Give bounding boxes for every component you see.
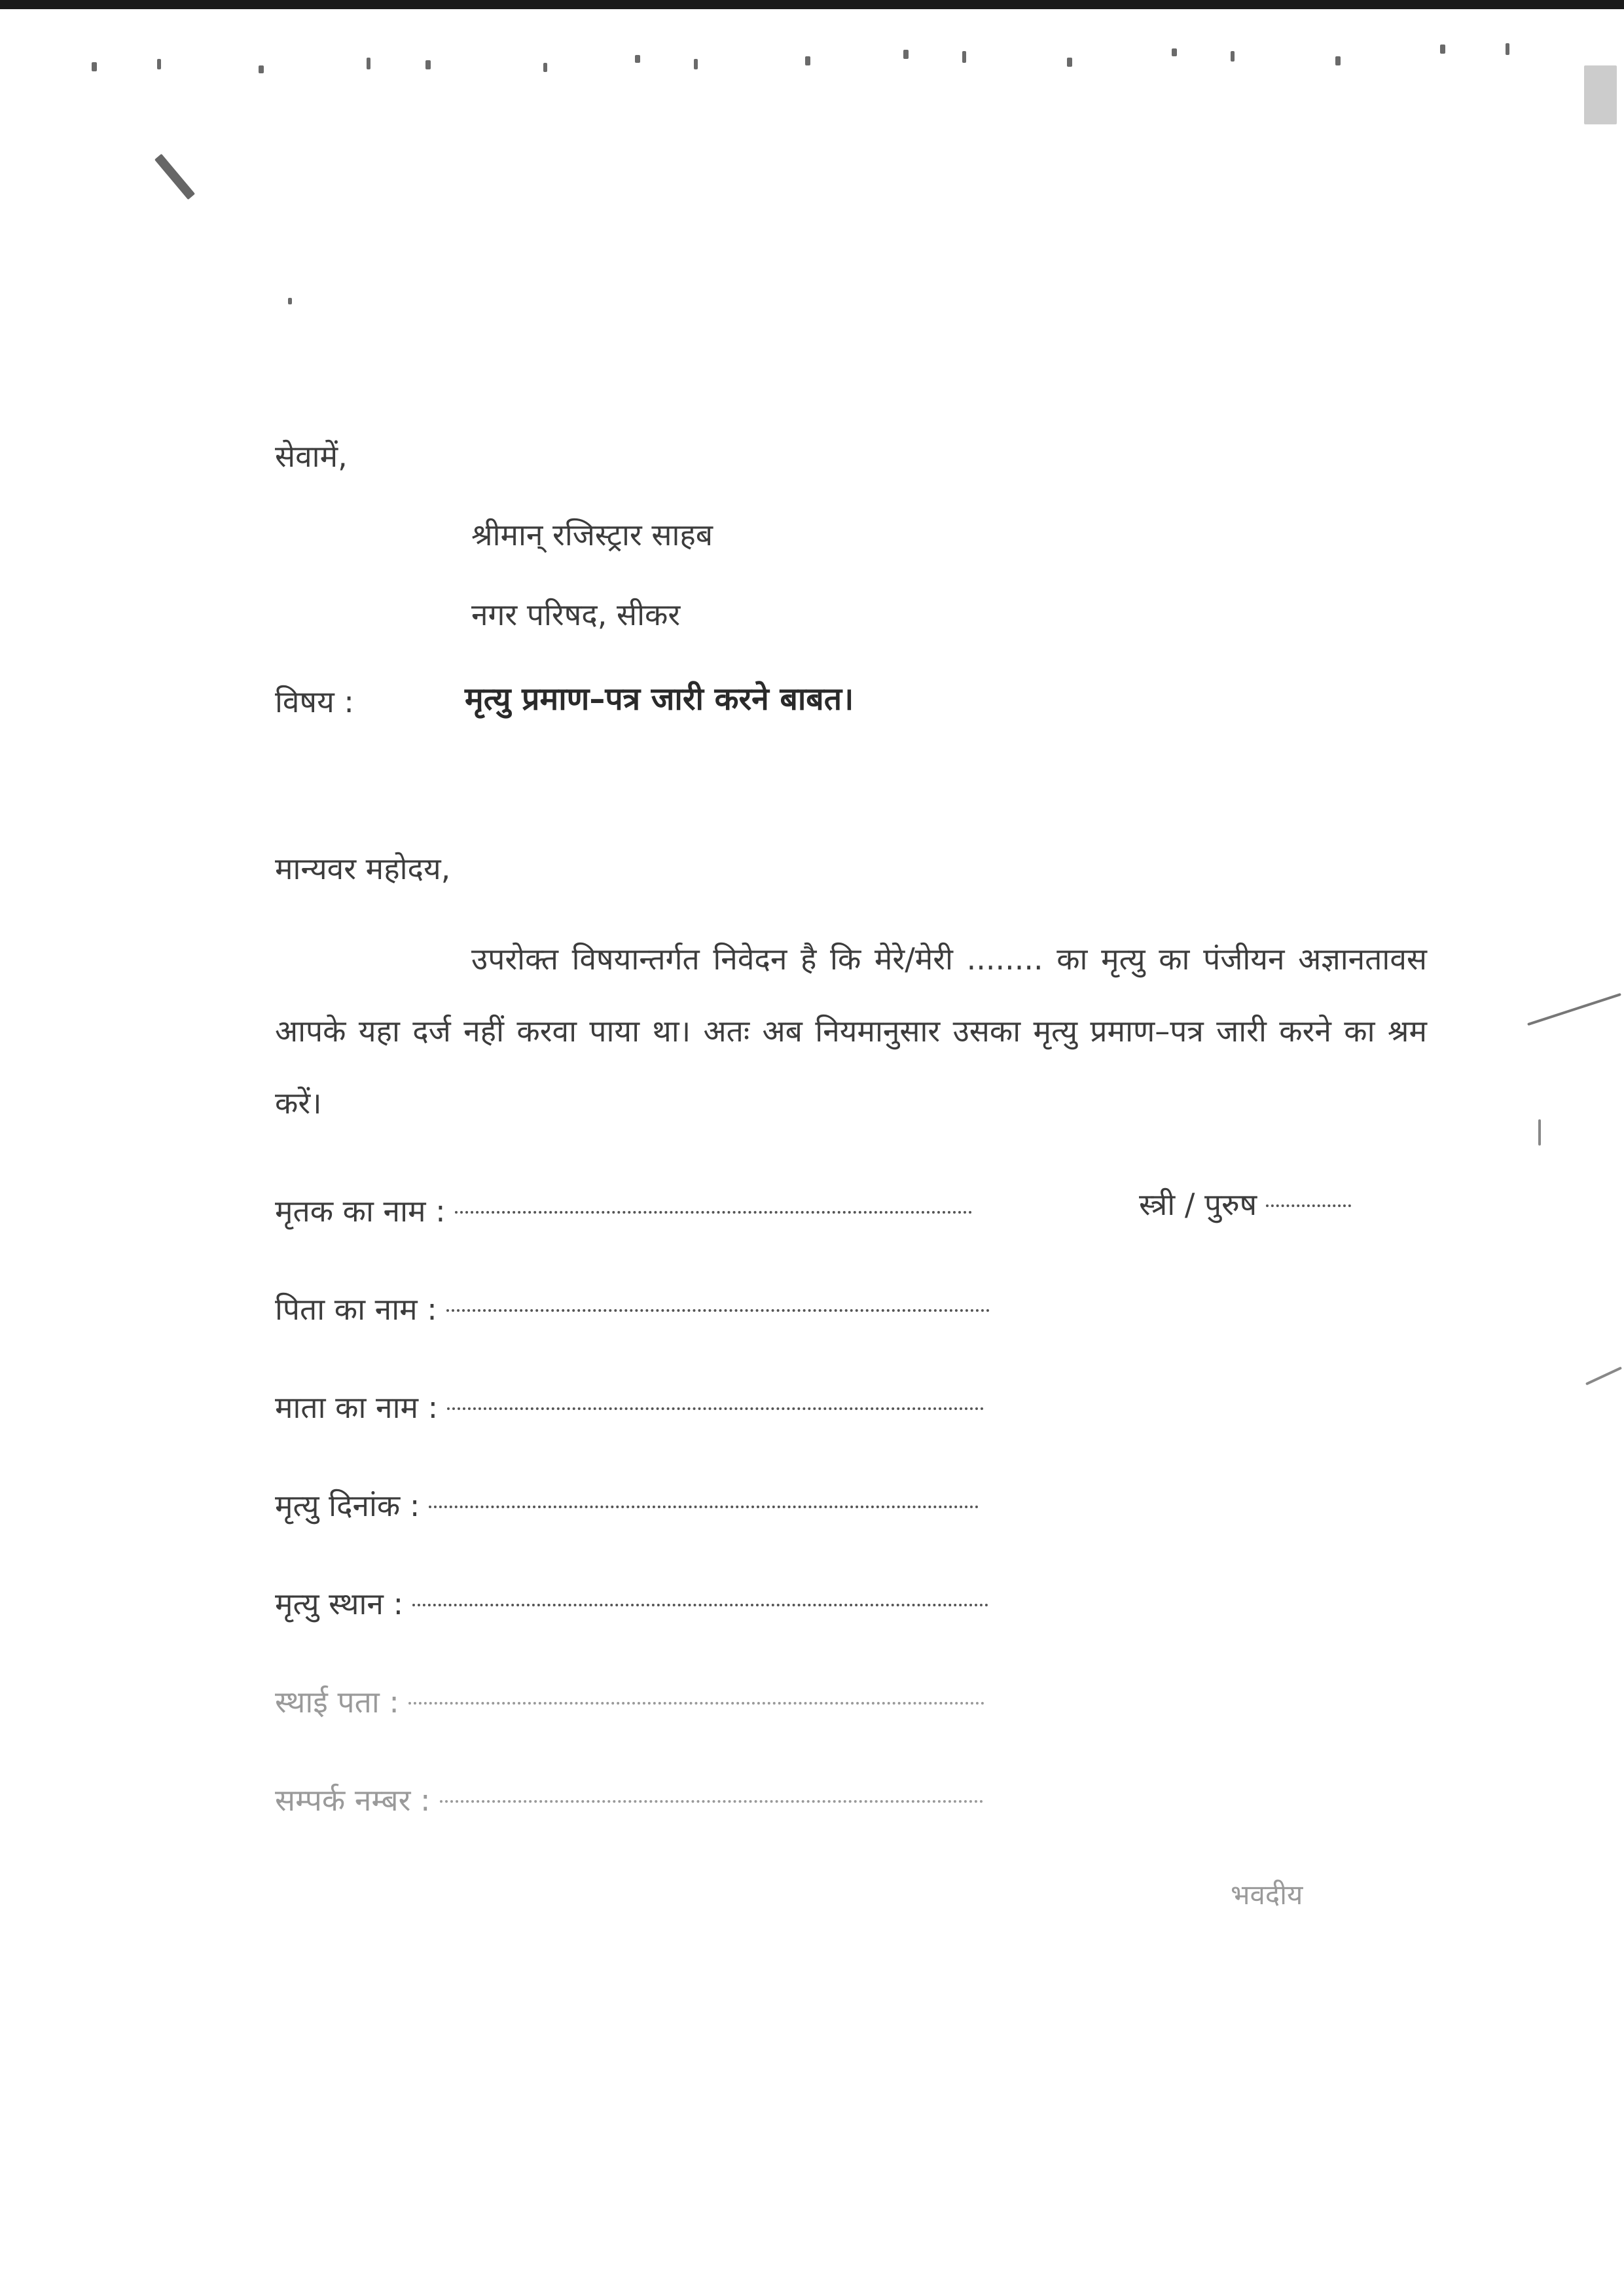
field-deceased-name (275, 1185, 972, 1231)
scan-mark (154, 154, 195, 200)
addressee-line-1: श्रीमान् रजिस्ट्रार साहब (471, 517, 713, 552)
scan-speck (635, 55, 640, 63)
sign-off: भवदीय (1231, 1879, 1303, 1911)
permanent-address-label: स्थाई पता : (275, 1684, 399, 1720)
scan-speck (1538, 1119, 1541, 1146)
contact-number-label: सम्पर्क नम्बर : (275, 1782, 431, 1818)
death-place-label: मृत्यु स्थान : (275, 1586, 404, 1621)
scan-speck (903, 50, 909, 59)
scan-speck (1231, 51, 1235, 62)
father-name-label: पिता का नाम : (275, 1292, 437, 1327)
field-permanent-address (275, 1676, 984, 1722)
scan-speck (157, 59, 161, 69)
gender-label: स्त्री / पुरुष (1139, 1187, 1257, 1222)
scan-speck (543, 63, 547, 72)
scan-speck (962, 51, 966, 63)
field-death-place (275, 1578, 988, 1623)
field-father-name (275, 1283, 990, 1329)
scan-mark (1527, 993, 1621, 1026)
scan-speck (92, 62, 97, 71)
field-mother-name (275, 1381, 984, 1427)
deceased-name-label: मृतक का नाम : (275, 1193, 446, 1229)
letter-body: उपरोक्त विषयान्तर्गत निवेदन है कि मेरे/मेरी ........ का मृत्यु का पंजीयन अज्ञानतावस आपके यहा दर्ज नहीं करवा पाया था। अतः अब नियमानुसार उसका मृत्यु प्रमाण–पत्र जारी करने का श्रम करें। (275, 941, 1427, 1121)
subject-text: मृत्यु प्रमाण–पत्र जारी करने बाबत। (465, 681, 854, 717)
deceased-name-line[interactable] (455, 1199, 972, 1214)
death-date-label: मृत्यु दिनांक : (275, 1488, 420, 1523)
scan-speck (259, 65, 264, 73)
mother-name-label: माता का नाम : (275, 1390, 439, 1425)
scan-speck (1584, 65, 1617, 124)
father-name-line[interactable] (446, 1297, 990, 1312)
scan-speck (694, 59, 698, 69)
greeting: मान्यवर महोदय, (275, 851, 451, 886)
field-gender (1139, 1178, 1351, 1224)
addressee-line-2: नगर परिषद, सीकर (471, 597, 681, 632)
permanent-address-line[interactable] (408, 1690, 984, 1705)
mother-name-line[interactable] (447, 1396, 984, 1410)
scan-speck (1506, 43, 1509, 55)
scan-speck (1335, 56, 1341, 65)
scan-mark (1585, 1367, 1622, 1386)
field-contact-number (275, 1774, 983, 1820)
scan-speck (288, 298, 292, 304)
scan-speck (1067, 58, 1072, 67)
field-death-date (275, 1479, 979, 1525)
gender-line[interactable] (1266, 1193, 1351, 1207)
salutation-to: सेवामें, (275, 439, 348, 474)
scan-top-edge (0, 0, 1624, 9)
contact-number-line[interactable] (440, 1788, 983, 1803)
scan-speck (425, 60, 431, 69)
death-date-line[interactable] (429, 1494, 979, 1508)
scan-speck (1172, 48, 1177, 56)
scan-speck (805, 56, 810, 65)
death-place-line[interactable] (412, 1592, 988, 1606)
subject-label: विषय : (275, 684, 354, 719)
scan-speck (1440, 45, 1445, 54)
scan-speck (367, 58, 370, 69)
